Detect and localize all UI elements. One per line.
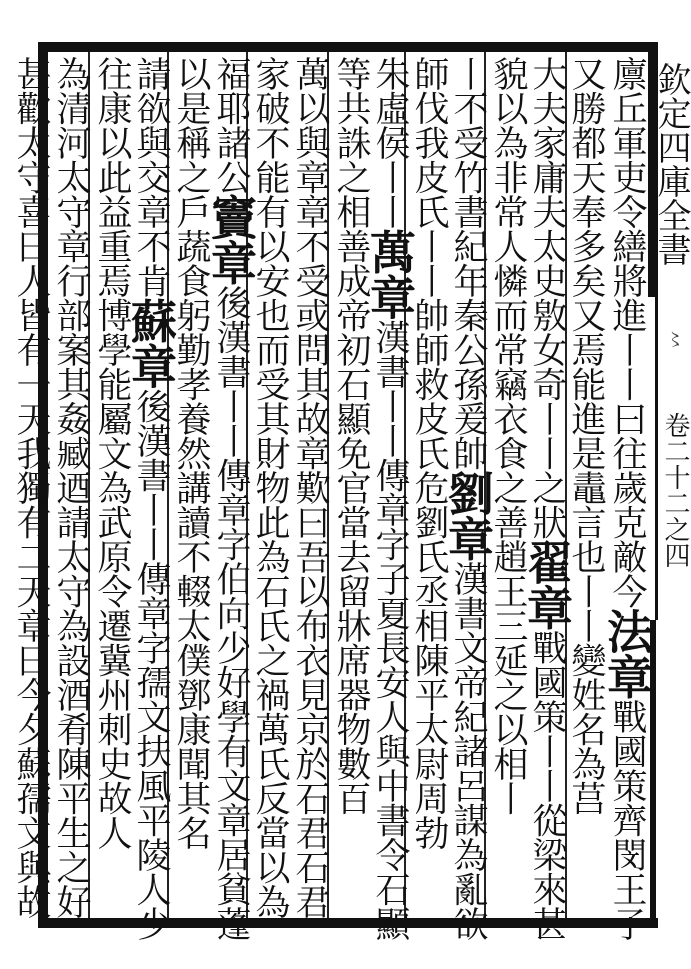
entry-heading: 蘇章 xyxy=(124,297,178,389)
text-segment: 貌以為非常人憐而常竊衣食之 xyxy=(488,56,528,505)
text-segment: 請欲與交章不肯 xyxy=(131,56,171,298)
text-segment: 後漢書丨丨傳章字孺文扶風平陵人少 xyxy=(131,388,171,941)
text-segment: 戰國策丨丨從梁來甚 xyxy=(527,630,567,941)
text-segment: 甚歡太守喜曰人皆有一天我獨有二天章曰今夕蘇孺文與故 xyxy=(11,56,51,919)
text-segment: 廪丘軍吏令繕將進丨丨曰往歲克敵今 xyxy=(607,56,647,608)
text-column xyxy=(330,56,372,916)
text-column xyxy=(170,56,212,916)
text-column xyxy=(91,56,133,916)
text-segment: 福耶諸公 xyxy=(211,56,251,194)
text-column xyxy=(204,56,258,941)
entry-heading: 劉章 xyxy=(441,470,495,561)
entry-heading: 萬章 xyxy=(363,228,417,320)
text-column xyxy=(124,56,178,941)
text-segment: 後漢書丨丨傳章字伯向少好學有文章居貧蓬 xyxy=(211,285,251,941)
text-column xyxy=(565,56,607,916)
margin-marker: 〻 xyxy=(663,330,684,348)
text-segment: 危劉氏丞相陳平太尉周勃 xyxy=(409,470,449,850)
entry-heading: 竇章 xyxy=(204,194,258,285)
frame-top-border xyxy=(42,42,658,52)
text-segment: 相善成帝初石顯免官當去留牀席器物數百 xyxy=(331,194,371,815)
entry-heading: 翟章 xyxy=(520,539,574,630)
text-segment: 等共誅之 xyxy=(331,56,371,194)
text-column xyxy=(289,56,331,919)
text-segment: 戶蔬食躬勤孝養然講讀不輟太僕鄧康聞其名 xyxy=(171,194,211,850)
text-column xyxy=(600,56,654,941)
text-segment: 善趙王三延之以相丨 xyxy=(488,504,528,815)
text-segment: 以是稱之 xyxy=(171,56,211,194)
text-segment: 師伐我皮氏丨丨帥師救皮氏 xyxy=(409,56,449,470)
text-segment: 家破不能有以安也而受其財物此為石氏之禍萬氏反當以為 xyxy=(250,56,290,919)
text-segment: 丨丨變姓名為莒 xyxy=(566,573,606,815)
text-segment: 博學能屬文為武原令遷冀州刺史故人 xyxy=(92,297,132,850)
text-column xyxy=(441,56,495,941)
text-segment: 漢書丨丨傳章字子夏長安人與中書令石顯 xyxy=(370,319,410,941)
text-segment: 萬以與章章不受或問其故章歎曰吾以布衣見京於石君石君 xyxy=(290,56,330,919)
text-segment: 丨不受竹書紀年秦公孫爰帥 xyxy=(448,56,488,470)
text-segment: 往康以此益重焉 xyxy=(92,56,132,298)
text-segment: 又勝都天奉多矣又焉能進是鼃言也 xyxy=(566,56,606,574)
volume-label: 卷二十二之四 xyxy=(660,412,690,568)
text-segment: 漢書文帝紀諸呂謀為亂欲 xyxy=(448,561,488,941)
text-column xyxy=(50,56,92,919)
book-title: 欽定四庫全書 xyxy=(651,62,691,266)
text-segment: 為清河太守章行部案其姦臧迺請太守為設酒肴陳平生之好 xyxy=(51,56,91,919)
text-column xyxy=(363,56,417,941)
text-column xyxy=(408,56,450,916)
text-column xyxy=(249,56,291,919)
text-column xyxy=(520,56,574,941)
entry-heading: 法章 xyxy=(600,608,654,699)
text-segment: 戰國策齊閔王子 xyxy=(607,699,647,941)
text-segment: 大夫家庸夫太史敫女奇丨丨之狀 xyxy=(527,56,567,539)
text-column xyxy=(10,56,52,919)
text-segment: 朱虛侯丨丨 xyxy=(370,56,410,229)
